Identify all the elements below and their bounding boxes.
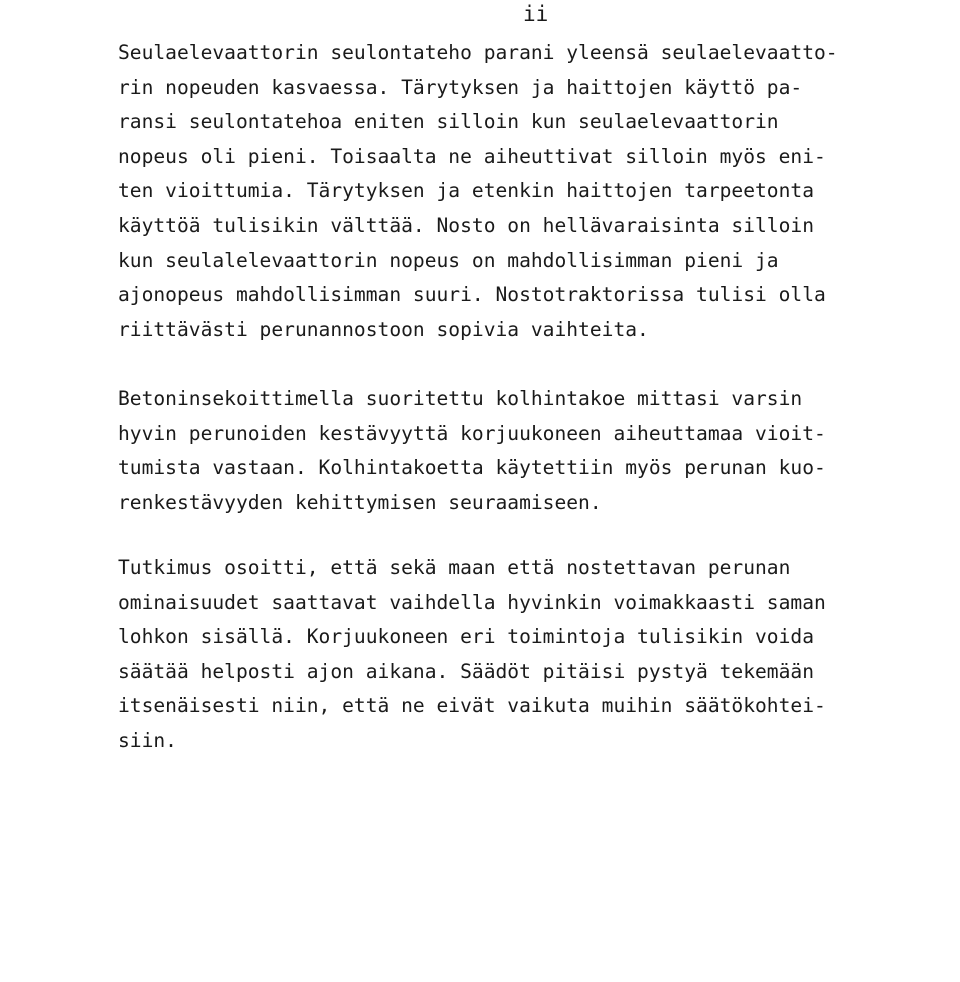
text-line: ten vioittumia. Tärytyksen ja etenkin haittojen tarpeetonta [118,179,814,203]
text-line: Tutkimus osoitti, että sekä maan että nostettavan perunan [118,556,791,579]
paragraph-seulaelevaattori [118,36,958,347]
text-line: Seulaelevaattorin seulontateho parani yleensä seulaelevaatto- [118,41,838,64]
text-line: ransi seulontatehoa eniten silloin kun seulaelevaattorin [118,110,779,134]
text-line: säätää helposti ajon aikana. Säädöt pitäisi pystyä tekemään [118,659,814,683]
text-line: lohkon sisällä. Korjuukoneen eri toimintoja tulisikin voida [118,625,814,649]
paragraph-tutkimus [118,551,958,759]
text-line: renkestävyyden kehittymisen seuraamiseen. [118,490,602,514]
text-line: riittävästi perunannostoon sopivia vaihteita. [118,317,649,341]
text-line: käyttöä tulisikin välttää. Nosto on hellävaraisinta silloin [118,213,814,237]
text-line: Betoninsekoittimella suoritettu kolhintakoe mittasi varsin [118,387,803,410]
text-line: ajonopeus mahdollisimman suuri. Nostotraktorissa tulisi olla [118,283,826,307]
text-line: hyvin perunoiden kestävyyttä korjuukoneen aiheuttamaa vioit- [118,421,826,445]
text-line: nopeus oli pieni. Toisaalta ne aiheuttivat silloin myös eni- [118,144,826,168]
text-line: siin. [118,728,177,752]
text-line: itsenäisesti niin, että ne eivät vaikuta muihin säätökohtei- [118,694,826,718]
page-number: ii [523,2,549,26]
text-line: tumista vastaan. Kolhintakoetta käytettiin myös perunan kuo- [118,456,826,480]
text-line: kun seulalelevaattorin nopeus on mahdollisimman pieni ja [118,248,779,272]
paragraph-kolhintakoe [118,382,958,520]
text-line: ominaisuudet saattavat vaihdella hyvinkin voimakkaasti saman [118,590,826,614]
text-line: rin nopeuden kasvaessa. Tärytyksen ja haittojen käyttö pa- [118,75,803,99]
